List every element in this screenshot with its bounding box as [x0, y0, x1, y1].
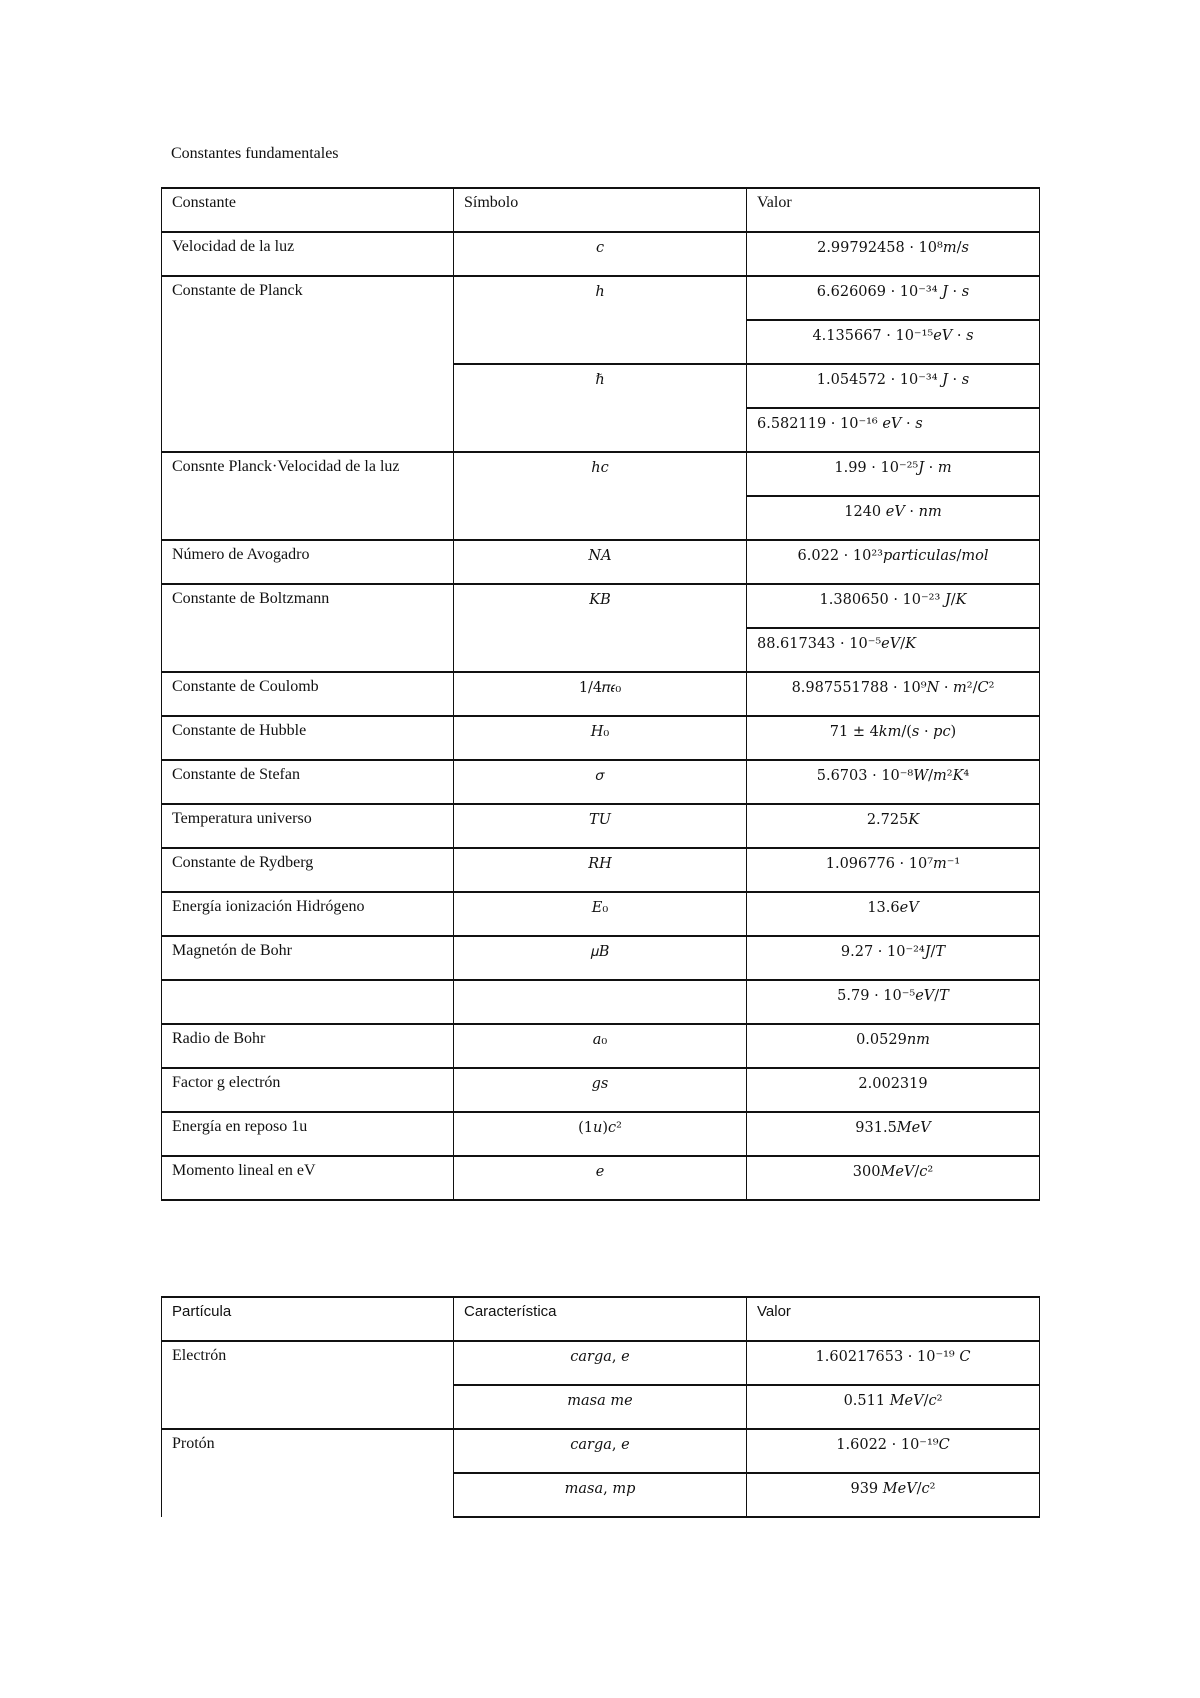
constant-symbol: 𝜇𝐵: [454, 936, 747, 980]
column-header: Valor: [747, 1297, 1040, 1341]
table-row: [162, 716, 1040, 760]
particle-feature: 𝑐𝑎𝑟𝑔𝑎, 𝑒: [454, 1429, 747, 1473]
constant-value: 1.096776 · 10⁷𝑚⁻¹: [747, 848, 1040, 892]
table-row: [162, 452, 1040, 496]
constant-symbol: 𝜎: [454, 760, 747, 804]
constant-name: [162, 980, 454, 1024]
constant-value: 8.987551788 · 10⁹𝑁 · 𝑚²/𝐶²: [747, 672, 1040, 716]
constant-value: 1.380650 · 10⁻²³ 𝐽/𝐾: [747, 584, 1040, 628]
constant-value: 9.27 · 10⁻²⁴𝐽/𝑇: [747, 936, 1040, 980]
particle-name: Electrón: [162, 1341, 454, 1429]
particle-feature: 𝑐𝑎𝑟𝑔𝑎, 𝑒: [454, 1341, 747, 1385]
constant-value: 1.054572 · 10⁻³⁴ 𝐽 · 𝑠: [747, 364, 1040, 408]
constant-name: Constante de Hubble: [162, 716, 454, 760]
constant-value: 6.582119 · 10⁻¹⁶ 𝑒𝑉 · 𝑠: [747, 408, 1040, 452]
table-row: [162, 1068, 1040, 1112]
constant-name: Temperatura universo: [162, 804, 454, 848]
constant-value: 0.0529𝑛𝑚: [747, 1024, 1040, 1068]
constant-symbol: (1𝑢)𝑐²: [454, 1112, 747, 1156]
constant-name: Constante de Coulomb: [162, 672, 454, 716]
table-row: [162, 584, 1040, 628]
constant-symbol: 𝑒: [454, 1156, 747, 1200]
constant-value: 5.6703 · 10⁻⁸𝑊/𝑚²𝐾⁴: [747, 760, 1040, 804]
table-row: [162, 892, 1040, 936]
constant-name: Factor g electrón: [162, 1068, 454, 1112]
constant-name: Momento lineal en eV: [162, 1156, 454, 1200]
column-header: Constante: [162, 188, 454, 232]
constant-name: Constante de Planck: [162, 276, 454, 452]
constant-name: Número de Avogadro: [162, 540, 454, 584]
table-header-row: [162, 188, 1040, 232]
constant-symbol: 𝑅𝐻: [454, 848, 747, 892]
table-row: [162, 760, 1040, 804]
table-header-row: [162, 1297, 1040, 1341]
particles-table: [161, 1296, 1040, 1518]
constant-symbol: ℎ: [454, 276, 747, 364]
constant-symbol: c: [454, 232, 747, 276]
constant-symbol: 𝑁𝐴: [454, 540, 747, 584]
constant-symbol: 𝐸₀: [454, 892, 747, 936]
constant-value: 2.725𝐾: [747, 804, 1040, 848]
constant-symbol: 1/4𝜋𝜖₀: [454, 672, 747, 716]
table-row: [162, 1112, 1040, 1156]
constant-value: 5.79 · 10⁻⁵𝑒𝑉/𝑇: [747, 980, 1040, 1024]
constant-symbol: [454, 980, 747, 1024]
particle-value: 939 𝑀𝑒𝑉/𝑐²: [747, 1473, 1040, 1517]
column-header: Partícula: [162, 1297, 454, 1341]
table-row: [162, 848, 1040, 892]
constant-value: 6.626069 · 10⁻³⁴ 𝐽 · 𝑠: [747, 276, 1040, 320]
constant-symbol: 𝑔𝑠: [454, 1068, 747, 1112]
constant-value: 6.022 · 10²³𝑝𝑎𝑟𝑡𝑖𝑐𝑢𝑙𝑎𝑠/𝑚𝑜𝑙: [747, 540, 1040, 584]
constant-name: Radio de Bohr: [162, 1024, 454, 1068]
constant-name: Energía ionización Hidrógeno: [162, 892, 454, 936]
table-row: [162, 804, 1040, 848]
constant-name: Constante de Stefan: [162, 760, 454, 804]
particle-value: 1.6022 · 10⁻¹⁹𝐶: [747, 1429, 1040, 1473]
page-title: Constantes fundamentales: [171, 145, 339, 162]
table-row: [162, 980, 1040, 1024]
constant-name: Constante de Boltzmann: [162, 584, 454, 672]
particle-feature: 𝑚𝑎𝑠𝑎 𝑚𝑒: [454, 1385, 747, 1429]
constant-name: Constante de Rydberg: [162, 848, 454, 892]
table-row: [162, 1156, 1040, 1200]
particle-feature: 𝑚𝑎𝑠𝑎, 𝑚𝑝: [454, 1473, 747, 1517]
column-header: Característica: [454, 1297, 747, 1341]
constant-name: Consnte Planck·Velocidad de la luz: [162, 452, 454, 540]
column-header: Valor: [747, 188, 1040, 232]
constant-symbol: ℏ: [454, 364, 747, 452]
column-header: Símbolo: [454, 188, 747, 232]
table-row: [162, 1429, 1040, 1473]
constant-symbol: 𝐻₀: [454, 716, 747, 760]
table-row: [162, 936, 1040, 980]
constant-symbol: 𝑎₀: [454, 1024, 747, 1068]
table-row: [162, 540, 1040, 584]
constant-value: 300𝑀𝑒𝑉/𝑐²: [747, 1156, 1040, 1200]
constant-value: 4.135667 · 10⁻¹⁵𝑒𝑉 · 𝑠: [747, 320, 1040, 364]
constant-name: Energía en reposo 1u: [162, 1112, 454, 1156]
constants-table: [161, 187, 1040, 1201]
constant-name: Magnetón de Bohr: [162, 936, 454, 980]
constant-symbol: 𝐾𝐵: [454, 584, 747, 672]
table-row: [162, 672, 1040, 716]
constant-value: 71 ± 4𝑘𝑚/(𝑠 · 𝑝𝑐): [747, 716, 1040, 760]
table-row: [162, 1024, 1040, 1068]
particle-name: Protón: [162, 1429, 454, 1517]
constant-value: 2.002319: [747, 1068, 1040, 1112]
constant-value: 931.5𝑀𝑒𝑉: [747, 1112, 1040, 1156]
table-row: [162, 232, 1040, 276]
constant-name: Velocidad de la luz: [162, 232, 454, 276]
constant-symbol: 𝑇𝑈: [454, 804, 747, 848]
particle-value: 1.60217653 · 10⁻¹⁹ 𝐶: [747, 1341, 1040, 1385]
constant-value: 1.99 · 10⁻²⁵𝐽 · 𝑚: [747, 452, 1040, 496]
constant-value: 2.99792458 · 10⁸𝑚/𝑠: [747, 232, 1040, 276]
constant-value: 13.6𝑒𝑉: [747, 892, 1040, 936]
table-row: [162, 276, 1040, 320]
particle-value: 0.511 𝑀𝑒𝑉/𝑐²: [747, 1385, 1040, 1429]
constant-value: 88.617343 · 10⁻⁵𝑒𝑉/𝐾: [747, 628, 1040, 672]
table-row: [162, 1341, 1040, 1385]
constant-symbol: ℎ𝑐: [454, 452, 747, 540]
constant-value: 1240 𝑒𝑉 · 𝑛𝑚: [747, 496, 1040, 540]
